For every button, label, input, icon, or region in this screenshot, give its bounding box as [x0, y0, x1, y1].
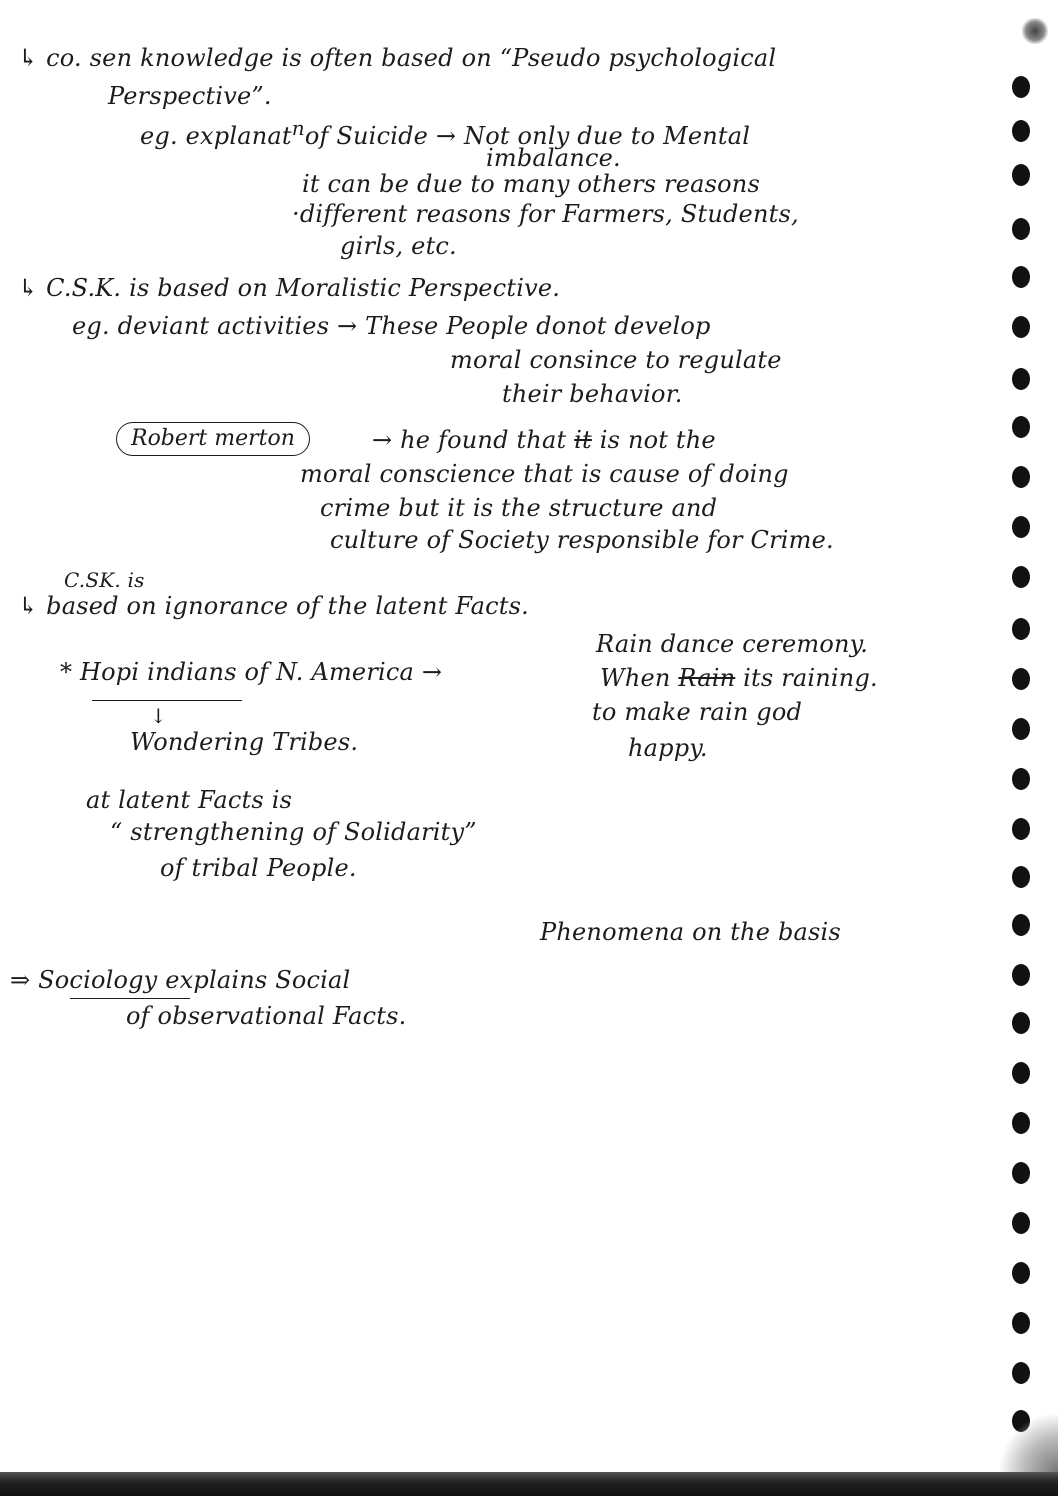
binding-hole-icon [1012, 718, 1030, 740]
binding-hole-icon [1012, 76, 1030, 98]
binding-hole-icon [1012, 164, 1030, 186]
binding-hole-icon [1012, 266, 1030, 288]
binding-hole-icon [1012, 818, 1030, 840]
note-line: moral consince to regulate [450, 346, 782, 374]
note-line: ↳ co. sen knowledge is often based on “Pseudo psychological [18, 44, 777, 72]
note-line: imbalance. [486, 144, 621, 172]
note-text: n [291, 116, 305, 140]
binding-hole-icon [1012, 566, 1030, 588]
note-line: at latent Facts is [86, 786, 293, 814]
binding-hole-icon [1012, 964, 1030, 986]
note-text: eg. explanat [140, 122, 292, 150]
binding-hole-icon [1012, 1262, 1030, 1284]
struck-text: Rain [678, 664, 736, 692]
note-line [140, 116, 750, 150]
note-line: of observational Facts. [126, 1002, 407, 1030]
note-line: their behavior. [502, 380, 683, 408]
binding-hole-icon [1012, 120, 1030, 142]
note-line [372, 426, 716, 454]
note-line: ·different reasons for Farmers, Students, [292, 200, 799, 228]
scan-artifact [998, 1412, 1058, 1472]
binding-hole-icon [1012, 668, 1030, 690]
note-line: ↳ C.S.K. is based on Moralistic Perspective. [18, 274, 561, 302]
note-line: culture of Society responsible for Crime. [330, 526, 834, 554]
binding-hole-icon [1012, 866, 1030, 888]
note-line: Perspective”. [108, 82, 272, 110]
binding-hole-icon [1012, 516, 1030, 538]
note-line: C.SK. is [64, 568, 145, 592]
struck-text: it [574, 426, 592, 454]
note-line: girls, etc. [340, 232, 457, 260]
binding-hole-icon [1012, 368, 1030, 390]
note-line: to make rain god [592, 698, 803, 726]
binding-hole-icon [1012, 1162, 1030, 1184]
note-line: Phenomena on the basis [540, 918, 841, 946]
binding-hole-icon [1012, 1062, 1030, 1084]
note-text: is not the [591, 426, 716, 454]
note-line: ↳ based on ignorance of the latent Facts. [18, 592, 529, 620]
note-line: Wondering Tribes. [130, 728, 359, 756]
note-line [600, 664, 878, 692]
arrow-mark: ↓ [150, 704, 167, 728]
binding-hole-icon [1012, 316, 1030, 338]
note-text: its raining. [735, 664, 878, 692]
scan-artifact [1022, 18, 1048, 44]
note-line: crime but it is the structure and [320, 494, 718, 522]
note-line: * Hopi indians of N. America → [60, 658, 443, 686]
binding-hole-icon [1012, 618, 1030, 640]
note-text: When [600, 664, 679, 692]
underline-mark [92, 700, 242, 701]
note-text: of Suicide → Not only due to Mental [304, 122, 751, 150]
name-box: Robert merton [116, 422, 310, 456]
binding-hole-icon [1012, 914, 1030, 936]
note-line: of tribal People. [160, 854, 357, 882]
binding-hole-icon [1012, 466, 1030, 488]
binding-hole-icon [1012, 1112, 1030, 1134]
binding-hole-icon [1012, 416, 1030, 438]
note-line: ⇒ Sociology explains Social [10, 966, 351, 994]
binding-hole-icon [1012, 768, 1030, 790]
binding-hole-icon [1012, 1362, 1030, 1384]
spiral-binding [1000, 0, 1058, 1496]
scan-edge [0, 1472, 1058, 1496]
note-text: → he found that [372, 426, 575, 454]
note-line: eg. deviant activities → These People donot develop [72, 312, 711, 340]
note-line: moral conscience that is cause of doing [300, 460, 789, 488]
underline-mark [70, 998, 190, 999]
binding-hole-icon [1012, 1212, 1030, 1234]
note-line: happy. [628, 734, 708, 762]
note-line: “ strengthening of Solidarity” [110, 818, 477, 846]
note-line: it can be due to many others reasons [302, 170, 760, 198]
binding-hole-icon [1012, 1312, 1030, 1334]
binding-hole-icon [1012, 1012, 1030, 1034]
note-line: Rain dance ceremony. [596, 630, 869, 658]
binding-hole-icon [1012, 218, 1030, 240]
